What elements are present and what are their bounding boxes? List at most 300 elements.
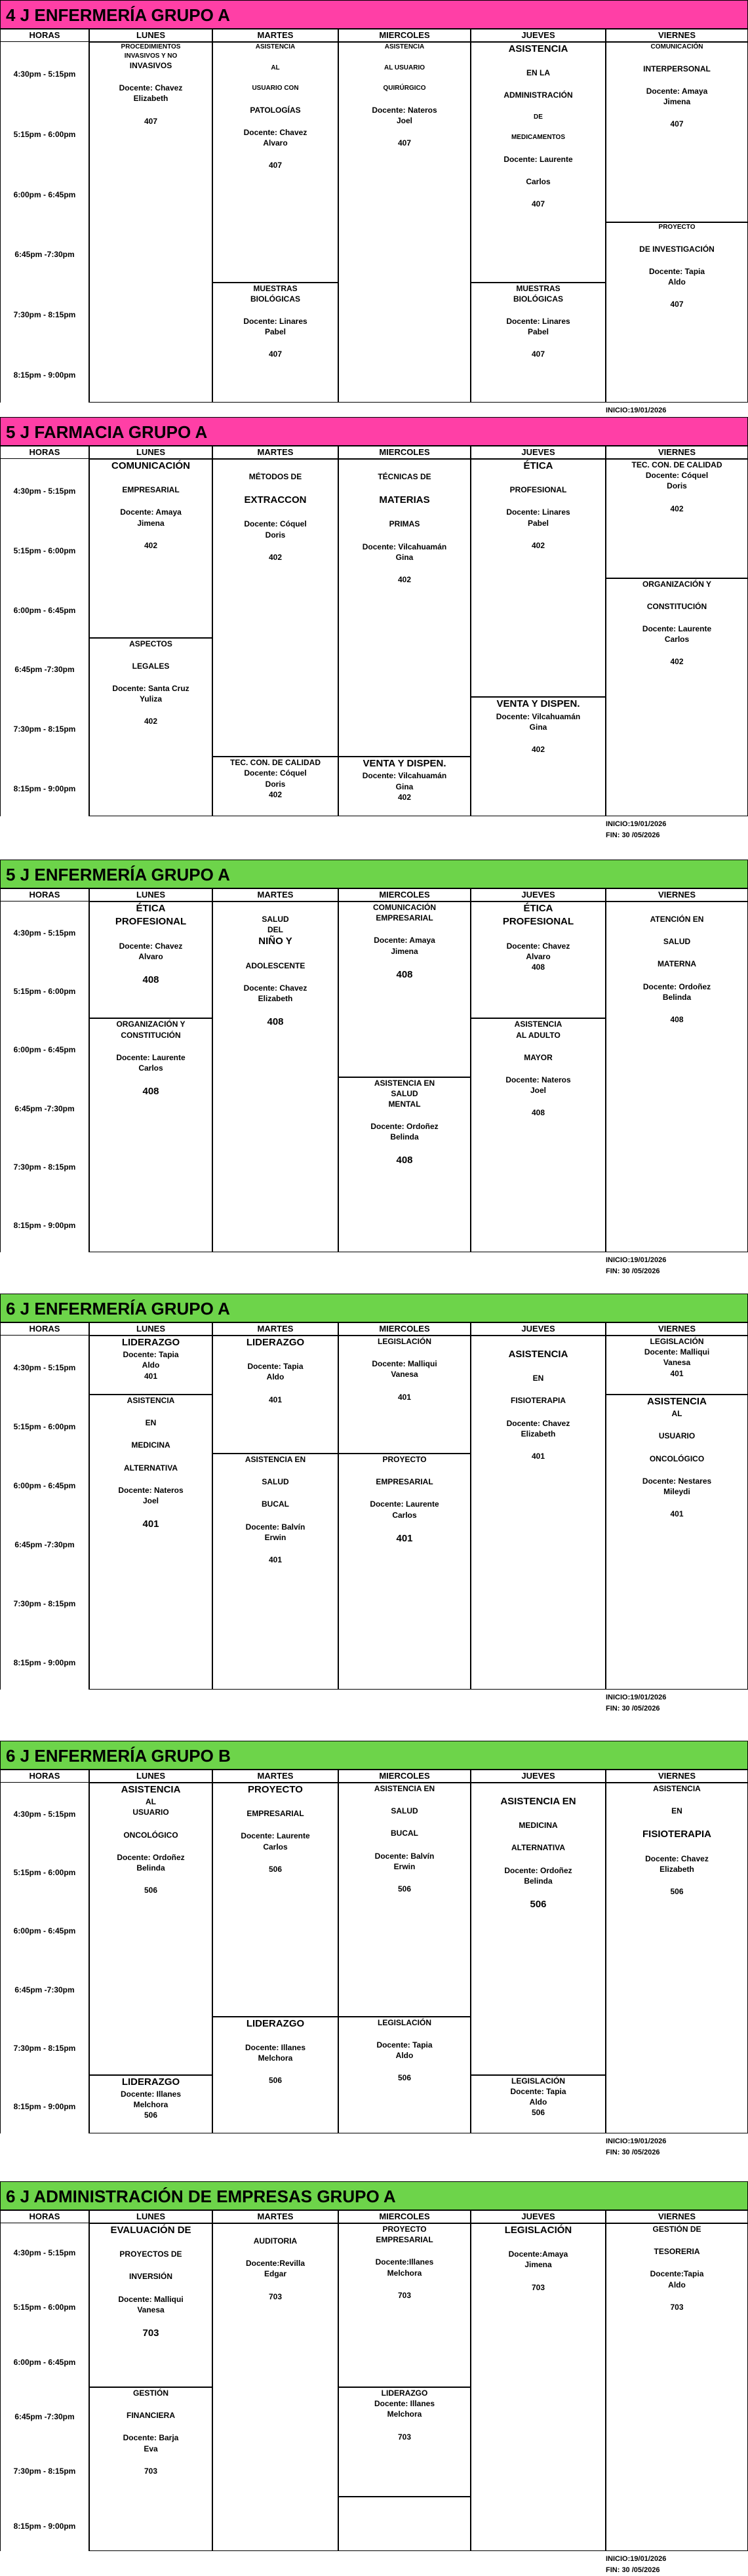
cell-text: 408 — [142, 974, 159, 985]
cell-text: MATERIAS — [379, 494, 430, 506]
cell-text: PROYECTO — [382, 1455, 427, 1464]
time-slot-label: 4:30pm - 5:15pm — [13, 1362, 76, 1372]
time-slot-label: 5:15pm - 6:00pm — [13, 1421, 76, 1431]
day-header: HORAS — [0, 446, 89, 459]
cell-text: MEDICINA — [519, 1821, 558, 1831]
end-date: FIN: 30 /05/2026 — [606, 2149, 660, 2156]
cell-text: Belinda — [390, 1132, 419, 1142]
cell-text: ASISTENCIA EN — [500, 1796, 576, 1807]
cell-text: Docente: Ordoñez — [504, 1865, 572, 1875]
class-cell — [606, 578, 748, 816]
cell-text: 401 — [670, 1368, 684, 1378]
class-cell — [606, 902, 748, 1252]
cell-text: Melchora — [387, 2409, 422, 2419]
cell-text: ASISTENCIA — [647, 1396, 707, 1407]
cell-text: LIDERAZGO — [246, 2017, 305, 2029]
time-slot-label: 6:45pm -7:30pm — [14, 2411, 75, 2421]
day-header: MARTES — [212, 888, 338, 902]
time-column — [0, 2223, 89, 2551]
day-header: LUNES — [89, 2210, 212, 2223]
cell-text: Docente: Amaya — [120, 507, 182, 517]
cell-text: Docente: Laurente — [241, 1831, 310, 1841]
cell-text: 401 — [396, 1532, 413, 1544]
cell-text: Aldo — [142, 1360, 160, 1370]
class-cell — [212, 283, 338, 403]
cell-text: FINANCIERA — [127, 2411, 175, 2421]
cell-text: PROYECTO — [248, 1784, 303, 1795]
cell-text: Alvaro — [263, 138, 288, 148]
time-slot-label: 5:15pm - 6:00pm — [13, 1868, 76, 1878]
cell-text: COMUNICACIÓN — [650, 43, 703, 50]
time-slot-label: 6:00pm - 6:45pm — [13, 189, 76, 199]
cell-text: Carlos — [392, 1510, 417, 1520]
day-header: VIERNES — [606, 446, 748, 459]
time-slot-label: 7:30pm - 8:15pm — [13, 310, 76, 320]
class-cell — [212, 42, 338, 283]
time-slot-label: 8:15pm - 9:00pm — [13, 784, 76, 794]
day-header: HORAS — [0, 888, 89, 902]
cell-text: VENTA Y DISPEN. — [496, 698, 580, 710]
cell-text: Jimena — [137, 518, 165, 528]
start-date: INICIO:19/01/2026 — [606, 2555, 667, 2563]
cell-text: PROYECTOS DE — [119, 2249, 182, 2259]
cell-text: DE — [534, 113, 543, 121]
time-slot-label: 8:15pm - 9:00pm — [13, 2101, 76, 2111]
day-header: LUNES — [89, 1770, 212, 1783]
schedule-title: 4 J ENFERMERÍA GRUPO A — [0, 0, 748, 29]
schedule-grid — [0, 1770, 748, 2133]
cell-text: Docente: Tapia — [510, 2087, 566, 2097]
class-cell — [338, 42, 471, 403]
class-cell — [606, 2223, 748, 2551]
cell-text: AL USUARIO — [384, 64, 425, 71]
cell-text: Pabel — [527, 327, 549, 337]
cell-text: ÉTICA — [523, 460, 553, 471]
time-slot-label: 4:30pm - 5:15pm — [13, 69, 76, 79]
cell-text: INTERPERSONAL — [643, 64, 711, 73]
class-cell — [338, 1077, 471, 1253]
cell-text: INVASIVOS Y NO — [124, 52, 178, 60]
start-date: INICIO:19/01/2026 — [606, 820, 667, 828]
cell-text: Joel — [530, 1086, 546, 1096]
cell-text: Alvaro — [526, 951, 551, 961]
cell-text: Eva — [144, 2444, 158, 2453]
cell-text: ADOLESCENTE — [245, 961, 305, 970]
day-header: JUEVES — [471, 1322, 606, 1336]
term-dates — [606, 1692, 666, 1714]
class-cell — [212, 2017, 338, 2133]
class-cell — [89, 1336, 212, 1395]
time-slot-label: 5:15pm - 6:00pm — [13, 545, 76, 555]
day-header: LUNES — [89, 888, 212, 902]
cell-text: LIDERAZGO — [121, 2076, 180, 2088]
day-header: MARTES — [212, 446, 338, 459]
cell-text: Melchora — [133, 2100, 168, 2110]
cell-text: PATOLOGÍAS — [250, 105, 301, 115]
cell-text: 402 — [670, 504, 684, 513]
cell-text: 703 — [142, 2328, 159, 2339]
cell-text: Gina — [395, 552, 414, 562]
class-cell — [471, 902, 606, 1018]
cell-text: 408 — [531, 962, 545, 972]
cell-text: 407 — [397, 138, 412, 148]
cell-text: ÉTICA — [523, 903, 553, 914]
cell-text: ASISTENCIA — [121, 1784, 181, 1795]
time-slot-label: 7:30pm - 8:15pm — [13, 2043, 76, 2053]
cell-text: Docente: Laurente — [116, 1052, 186, 1062]
cell-text: Joel — [396, 115, 412, 125]
day-header: MARTES — [212, 2210, 338, 2223]
cell-text: GESTIÓN DE — [652, 2225, 701, 2234]
start-date: INICIO:19/01/2026 — [606, 1694, 667, 1701]
time-slot-label: 6:45pm -7:30pm — [14, 1539, 75, 1549]
cell-text: SALUD — [663, 937, 691, 947]
schedule-title: 6 J ENFERMERÍA GRUPO A — [0, 1294, 748, 1322]
class-cell — [338, 2017, 471, 2133]
cell-text: Aldo — [529, 2097, 547, 2107]
cell-text: 402 — [397, 792, 412, 802]
cell-text: 407 — [531, 349, 545, 359]
cell-text: EMPRESARIAL — [246, 1809, 304, 1819]
cell-text: PROFESIONAL — [509, 485, 567, 495]
cell-text: PROYECTO — [658, 224, 696, 231]
cell-text: FISIOTERAPIA — [642, 1829, 711, 1840]
cell-text: ASISTENCIA EN — [245, 1455, 306, 1464]
day-header: HORAS — [0, 1770, 89, 1783]
time-slot-label: 4:30pm - 5:15pm — [13, 2248, 76, 2257]
day-header: JUEVES — [471, 1770, 606, 1783]
cell-text: Mileydi — [663, 1487, 690, 1496]
class-cell — [89, 459, 212, 638]
cell-text: MATERNA — [657, 959, 697, 969]
day-header: HORAS — [0, 29, 89, 42]
cell-text: ASISTENCIA — [514, 1020, 562, 1029]
cell-text: Doris — [265, 530, 286, 540]
cell-text: CONSTITUCIÓN — [646, 601, 707, 611]
cell-text: Doris — [667, 481, 687, 491]
class-cell — [212, 1454, 338, 1690]
cell-text: DE INVESTIGACIÓN — [639, 244, 715, 254]
time-slot-label: 6:00pm - 6:45pm — [13, 605, 76, 615]
cell-text: ASPECTOS — [129, 639, 172, 648]
term-dates — [606, 1255, 666, 1277]
cell-text: 703 — [670, 2302, 684, 2312]
cell-text: Docente: Ordoñez — [642, 981, 711, 991]
cell-text: ORGANIZACIÓN Y — [116, 1020, 186, 1029]
cell-text: QUIRÚRGICO — [383, 85, 426, 92]
cell-text: Docente: Tapia — [123, 1350, 179, 1360]
cell-text: 407 — [531, 199, 545, 208]
cell-text: MEDICAMENTOS — [511, 134, 566, 142]
class-cell — [471, 1018, 606, 1252]
cell-text: Erwin — [393, 1861, 416, 1871]
cell-text: VENTA Y DISPEN. — [363, 758, 446, 770]
cell-text: Docente: Ordoñez — [117, 1852, 185, 1862]
cell-text: Docente: Tapia — [247, 1362, 304, 1372]
cell-text: 407 — [268, 349, 283, 359]
term-dates — [606, 819, 666, 841]
cell-text: Aldo — [266, 1372, 285, 1382]
cell-text: EN LA — [526, 68, 550, 78]
cell-text: 703 — [531, 2282, 545, 2292]
cell-text: Elizabeth — [521, 1429, 556, 1438]
time-slot-label: 7:30pm - 8:15pm — [13, 1162, 76, 1172]
cell-text: Docente: Vilcahuamán — [362, 542, 447, 551]
cell-text: Docente: Tapia — [648, 266, 705, 276]
day-header: MIERCOLES — [338, 1770, 471, 1783]
cell-text: ASISTENCIA — [508, 43, 568, 54]
day-header: MIERCOLES — [338, 1322, 471, 1336]
class-cell — [471, 2223, 606, 2551]
cell-text: Yuliza — [139, 694, 162, 704]
cell-text: 402 — [531, 540, 545, 550]
time-slot-label: 4:30pm - 5:15pm — [13, 928, 76, 938]
cell-text: 407 — [268, 161, 283, 170]
class-cell — [338, 757, 471, 816]
cell-text: ASISTENCIA — [255, 43, 296, 50]
class-cell — [89, 42, 212, 403]
class-cell — [338, 902, 471, 1077]
class-cell — [89, 1018, 212, 1252]
day-header: VIERNES — [606, 1770, 748, 1783]
class-cell — [471, 1783, 606, 2075]
cell-text: LEGISLACIÓN — [650, 1337, 704, 1346]
cell-text: MUESTRAS — [253, 283, 298, 293]
time-slot-label: 6:00pm - 6:45pm — [13, 1926, 76, 1936]
cell-text: ADMINISTRACIÓN — [503, 90, 573, 100]
cell-text: TEC. CON. DE CALIDAD — [230, 758, 321, 768]
time-slot-label: 4:30pm - 5:15pm — [13, 486, 76, 496]
schedule-grid — [0, 2210, 748, 2551]
cell-text: 402 — [670, 657, 684, 667]
cell-text: Docente: Linares — [243, 317, 307, 327]
cell-text: 506 — [530, 1899, 547, 1910]
cell-text: 401 — [268, 1555, 283, 1564]
day-header: LUNES — [89, 446, 212, 459]
cell-text: Docente: Balvín — [245, 1522, 305, 1532]
cell-text: Docente: Malliqui — [644, 1347, 710, 1357]
start-date: INICIO:19/01/2026 — [606, 1256, 667, 1264]
cell-text: BIOLÓGICAS — [250, 294, 300, 304]
cell-text: 401 — [397, 1392, 412, 1402]
cell-text: 402 — [268, 789, 283, 799]
class-cell — [606, 1395, 748, 1690]
class-cell — [471, 2075, 606, 2133]
schedule-grid — [0, 446, 748, 816]
cell-text: 703 — [144, 2466, 158, 2476]
cell-text: Docente: Chavez — [506, 1418, 570, 1428]
cell-text: GESTIÓN — [132, 2388, 168, 2398]
cell-text: Jimena — [524, 2260, 552, 2270]
cell-text: Docente: Nateros — [372, 105, 437, 115]
day-header: MARTES — [212, 1322, 338, 1336]
cell-text: Docente: Chavez — [645, 1853, 709, 1863]
class-cell — [471, 697, 606, 816]
cell-text: EXTRACCON — [244, 494, 307, 506]
cell-text: NIÑO Y — [258, 936, 292, 947]
cell-text: Pabel — [264, 327, 286, 337]
time-column — [0, 1336, 89, 1690]
cell-text: Docente: Amaya — [374, 936, 435, 945]
cell-text: Vanesa — [137, 2305, 165, 2314]
class-cell — [89, 2075, 212, 2133]
cell-text: INVASIVOS — [129, 61, 172, 70]
class-cell — [338, 1783, 471, 2017]
cell-text: Elizabeth — [258, 994, 293, 1003]
cell-text: INVERSIÓN — [128, 2272, 172, 2282]
cell-text: 402 — [144, 540, 158, 550]
cell-text: Aldo — [668, 2280, 686, 2289]
cell-text: MUESTRAS — [516, 283, 561, 293]
class-cell — [89, 1783, 212, 2075]
class-cell — [212, 1783, 338, 2017]
cell-text: Doris — [265, 779, 286, 789]
cell-text: 703 — [397, 2432, 412, 2442]
cell-text: EN — [671, 1806, 682, 1816]
cell-text: Docente: Nestares — [642, 1476, 712, 1486]
cell-text: COMUNICACIÓN — [373, 903, 436, 912]
cell-text: 407 — [144, 116, 158, 126]
schedule-title: 5 J FARMACIA GRUPO A — [0, 417, 748, 446]
class-cell — [89, 638, 212, 817]
cell-text: AUDITORIA — [253, 2236, 298, 2246]
cell-text: Docente: Balvín — [374, 1851, 435, 1861]
class-cell — [471, 459, 606, 697]
time-column — [0, 902, 89, 1252]
day-header: LUNES — [89, 29, 212, 42]
day-header: VIERNES — [606, 888, 748, 902]
cell-text: Carlos — [664, 635, 690, 644]
cell-text: MENTAL — [388, 1099, 421, 1109]
time-column — [0, 42, 89, 403]
cell-text: 401 — [531, 1452, 545, 1461]
cell-text: Erwin — [264, 1532, 286, 1542]
end-date: FIN: 30 /05/2026 — [606, 1705, 660, 1713]
cell-text: LIDERAZGO — [246, 1337, 305, 1348]
cell-text: Elizabeth — [133, 94, 168, 104]
cell-text: SALUD — [262, 1477, 289, 1487]
cell-text: Docente: Malliqui — [118, 2294, 184, 2304]
class-cell — [338, 1454, 471, 1690]
time-slot-label: 8:15pm - 9:00pm — [13, 370, 76, 380]
cell-text: Docente: Tapia — [376, 2040, 433, 2050]
end-date: FIN: 30 /05/2026 — [606, 2566, 660, 2574]
cell-text: Docente: Chavez — [119, 941, 183, 951]
cell-text: Belinda — [662, 992, 692, 1002]
time-slot-label: 8:15pm - 9:00pm — [13, 1657, 76, 1667]
cell-text: PRIMAS — [389, 519, 420, 529]
cell-text: MÉTODOS DE — [248, 472, 302, 481]
start-date: INICIO:19/01/2026 — [606, 406, 667, 414]
time-slot-label: 5:15pm - 6:00pm — [13, 2303, 76, 2312]
cell-text: ALTERNATIVA — [124, 1463, 178, 1473]
cell-text: Jimena — [391, 946, 418, 956]
time-column — [0, 1783, 89, 2133]
term-dates — [606, 2136, 666, 2158]
day-header: MIERCOLES — [338, 2210, 471, 2223]
cell-text: ÉTICA — [136, 903, 166, 914]
cell-text: Docente:Amaya — [508, 2249, 568, 2259]
cell-text: USUARIO — [132, 1808, 169, 1817]
cell-text: Melchora — [387, 2268, 422, 2278]
cell-text: SALUD — [262, 915, 289, 924]
class-cell — [606, 222, 748, 403]
cell-text: LEGALES — [132, 661, 170, 671]
cell-text: ASISTENCIA EN — [374, 1078, 435, 1088]
day-header: LUNES — [89, 1322, 212, 1336]
cell-text: Docente: Amaya — [646, 86, 708, 96]
time-slot-label: 6:00pm - 6:45pm — [13, 1045, 76, 1055]
time-slot-label: 6:45pm -7:30pm — [14, 665, 75, 675]
cell-text: EMPRESARIAL — [122, 485, 180, 495]
cell-text: MEDICINA — [131, 1440, 170, 1450]
cell-text: PROCEDIMIENTOS — [121, 43, 181, 50]
cell-text: 408 — [267, 1016, 284, 1028]
cell-text: Belinda — [136, 1863, 165, 1873]
cell-text: Docente: Chavez — [243, 983, 307, 993]
time-slot-label: 6:00pm - 6:45pm — [13, 2357, 76, 2367]
class-cell — [471, 1336, 606, 1690]
class-cell — [338, 1336, 471, 1454]
cell-text: LEGISLACIÓN — [377, 2017, 431, 2027]
cell-text: 407 — [670, 300, 684, 309]
cell-text: Docente: Nateros — [505, 1075, 571, 1084]
cell-text: 506 — [268, 1864, 283, 1874]
cell-text: Docente: Laurente — [642, 624, 712, 634]
day-header: HORAS — [0, 1322, 89, 1336]
cell-text: Elizabeth — [659, 1864, 694, 1874]
cell-text: Docente: Vilcahuamán — [496, 711, 581, 721]
cell-text: LIDERAZGO — [121, 1337, 180, 1348]
time-slot-label: 5:15pm - 6:00pm — [13, 987, 76, 997]
time-slot-label: 8:15pm - 9:00pm — [13, 2521, 76, 2531]
cell-text: 703 — [268, 2291, 283, 2301]
time-slot-label: 6:45pm -7:30pm — [14, 1985, 75, 1994]
cell-text: SALUD — [391, 1088, 418, 1098]
cell-text: 402 — [531, 744, 545, 754]
day-header: MIERCOLES — [338, 29, 471, 42]
cell-text: AL ADULTO — [516, 1030, 561, 1040]
day-header: MARTES — [212, 1770, 338, 1783]
cell-text: LEGISLACIÓN — [504, 2225, 572, 2236]
cell-text: EMPRESARIAL — [376, 1477, 433, 1487]
cell-text: Docente: Santa Cruz — [112, 683, 189, 693]
cell-text: ONCOLÓGICO — [123, 1830, 178, 1840]
cell-text: ASISTENCIA — [384, 43, 425, 50]
cell-text: 408 — [142, 1086, 159, 1098]
cell-text: Vanesa — [391, 1370, 418, 1379]
cell-text: Docente:Tapia — [650, 2269, 704, 2279]
cell-text: Docente: Cóquel — [244, 519, 307, 529]
schedule-grid — [0, 888, 748, 1252]
class-cell — [89, 2223, 212, 2387]
cell-text: 506 — [144, 1886, 158, 1895]
cell-text: ASISTENCIA EN — [374, 1784, 435, 1793]
cell-text: ALTERNATIVA — [511, 1843, 565, 1853]
cell-text: Joel — [142, 1496, 159, 1505]
cell-text: TEC. CON. DE CALIDAD — [631, 460, 722, 469]
day-header: HORAS — [0, 2210, 89, 2223]
day-header: JUEVES — [471, 29, 606, 42]
cell-text: Carlos — [263, 1842, 288, 1852]
start-date: INICIO:19/01/2026 — [606, 2137, 667, 2145]
cell-text: Jimena — [663, 96, 691, 106]
class-cell — [212, 1336, 338, 1454]
cell-text: USUARIO — [658, 1431, 696, 1441]
cell-text: Docente:Illanes — [375, 2257, 434, 2267]
cell-text: 408 — [396, 1155, 413, 1166]
class-cell — [212, 459, 338, 757]
